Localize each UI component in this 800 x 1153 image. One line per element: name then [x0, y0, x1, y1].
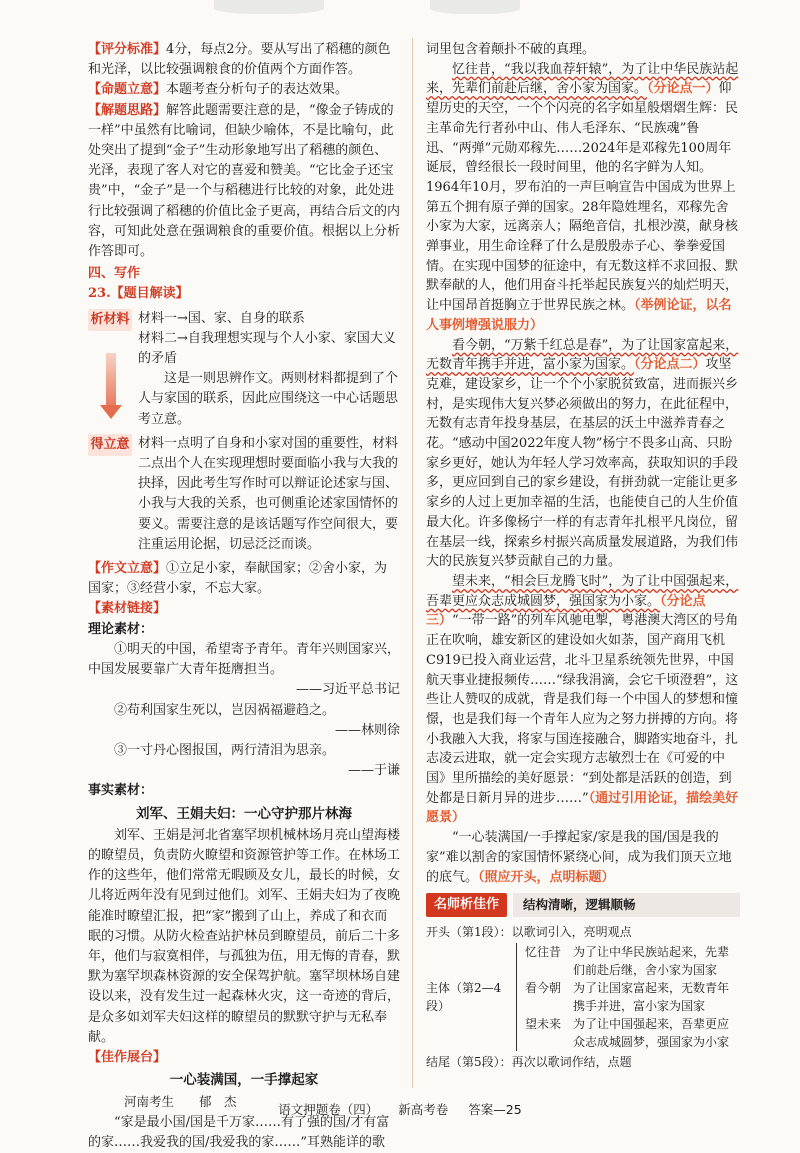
outline-body-label: 主体（第2—4段）	[426, 980, 502, 1013]
material-link: 【素材链接】	[88, 601, 167, 617]
quote: ②苟利国家生死以，岂因祸福避趋之。 ——林则徐	[114, 702, 400, 738]
section-writing: 四、写作	[88, 266, 141, 282]
story-text: 刘军、王娟是河北省塞罕坝机械林场月亮山望海楼的瞭望员，负责防火瞭望和资源管护等工作。在林场工作的这些年，他们常常无暇顾及女儿，最长的时候，女儿将近两年没有见到过他们。刘军、王娟夫妇为了夜晚能准时瞭望汇报，把“家”搬到了山上，养成了和衣而眠的习惯。从防火检查站护林员到瞭望员，前后二十多年，他们与寂寞相伴，与孤独为伍，用无悔的青春，默默为塞罕坝森林资源的安全保驾护航。塞罕坝林场自建设以来，没有发生过一起森林火灾，这一奇迹的背后，是众多如刘军夫妇这样的瞭望员的默默守护与无私奉献。	[88, 827, 401, 1045]
footer-edition: 新高考卷	[398, 1102, 449, 1117]
get-intent-label: 得立意	[88, 434, 132, 456]
showcase: 【佳作展台】	[88, 1049, 167, 1065]
essay-intent: 【作文立意】①立足小家，奉献国家；②舍小家，为国家；③经营小家，不忘大家。	[88, 561, 388, 597]
essay-paragraph: “一心装满国/一手撑起家/家是我的国/国是我的家”难以割舍的家国情怀紧绕心间，成为我们顶天立地的底气。（照应开头，点明标题）	[426, 830, 732, 885]
material-line: 材料一→国、家、自身的联系	[138, 310, 305, 326]
analyze-material-label: 析材料	[88, 309, 132, 331]
teacher-badge: 名师析佳作	[426, 893, 507, 917]
quote: ③一寸丹心图报国，两行清泪为思亲。 ——于谦	[114, 742, 400, 779]
outline-item: 看今朝 为了让国家富起来，无数青年携手并进，富小家为国家	[525, 980, 730, 1013]
theory-label: 理论素材：	[88, 621, 154, 637]
outline-item: 望未来 为了让中国强起来，吾辈更应众志成城圆梦，强国家为小家	[525, 1016, 730, 1049]
footer-title: 语文押题卷（四）	[278, 1102, 379, 1117]
essay-paragraph: 看今朝，“万紫千红总是春”，为了让国家富起来，无数青年携手并进，富小家为国家。（分论点二）攻坚克难，建设家乡，让一个个小家脱贫致富，进而振兴乡村，是实现伟大复兴梦必须做出的努力，在此征程中，无数有志青年投身基层，在基层的沃土中滋养青春之花。“感动中国2022年度人物”杨宁不畏多山高、只盼家乡更好，她认为年轻人学习效率高，获取知识的手段多，更应回到自己的家乡建设，有拼劲就一定能让更多家乡的人过上更加幸福的生活，也能使自己的人生价值最大化。许多像杨宁一样的有志青年扎根平凡岗位，留在基层一线，探索乡村振兴高质量发展道路，为我们伟大的民族复兴梦贡献自己的力量。	[426, 337, 739, 570]
column-divider	[412, 38, 413, 1088]
question-23-header: 23.【题目解读】	[88, 286, 189, 302]
scan-smudge	[0, 0, 800, 22]
intent: 【命题立意】本题考查分析句子的表达效果。	[88, 82, 349, 98]
essay-paragraph: 望未来，“相会巨龙腾飞时”，为了让中国强起来，吾辈更应众志成城圆梦，强国家为小家。（分论点三）“一带一路”的列车风驰电掣，粤港澳大湾区的号角正在吹响，雄安新区的建设如火如荼，国产商用飞机C919已投入商业运营，北斗卫星系统领先世界，中国航天事业捷报频传……“绿我涓滴，会它千顷澄碧”，这些让人赞叹的成就，背是我们每一个中国人的梦想和憧憬，也是我们每一个青年人应为之努力拼搏的方向。将小我融入大我，将家与国连接融合，脚踏实地奋斗，扎志凌云进取，就一定会实现方志敏烈士在《可爱的中国》里所描绘的美好愿景：“到处都是活跃的创造，到处都是日新月异的进步……”（通过引用论证，描绘美好愿景）	[426, 573, 739, 826]
scoring-standard: 【评分标准】4分，每点2分。要从写出了稻穗的颜色和光泽，以比较强调粮食的价值两个方面作答。	[88, 42, 391, 78]
essay-title: 一心装满国，一手撑起家	[169, 1072, 319, 1089]
fact-label: 事实素材：	[88, 783, 154, 799]
left-column	[88, 40, 400, 1153]
get-intent-text: 材料一点明了自身和小家对国的重要性，材料二点出个人在实现理想时要面临小我与大我的抉择，因此考生写作时可以辩证论述家与国、小我与大我的关系，也可侧重论述家国情怀的要义。需要注意的是该话题写作空间很大，要注重运用论据，切忌泛泛而谈。	[138, 435, 399, 552]
essay-paragraph: 词里包含着颠扑不破的真理。	[426, 42, 596, 57]
essay-paragraph: “家是最小国/国是千万家……有了强的国/才有富的家……我爱我的国/我爱我的家……”耳熟能详的歌	[88, 1114, 390, 1150]
material-line: 材料二→自我理想实现与个人小家、家国大义的矛盾	[138, 330, 396, 367]
teacher-analysis	[426, 893, 740, 1071]
quote: ①明天的中国，希望寄予青年。青年兴则国家兴，中国发展要靠广大青年挺膺担当。 ——习近平总书记	[88, 641, 401, 698]
right-column	[426, 40, 740, 1071]
down-arrow-icon	[104, 353, 118, 419]
outline-item: 忆往昔 为了让中华民族站起来，先辈们前赴后继，舍小家为国家	[525, 944, 730, 977]
page-footer	[0, 1100, 800, 1118]
essay-paragraph: 忆往昔，“我以我血荐轩辕”，为了让中华民族站起来，先辈们前赴后继，舍小家为国家。（分论点一）仰望历史的天空，一个个闪亮的名字如星般熠熠生辉：民主革命先行者孙中山、伟人毛泽东、“民族魂”鲁迅、“两弹”元勋邓稼先……2024年是邓稼先100周年诞辰，曾经很长一段时间里，他的名字鲜为人知。1964年10月，罗布泊的一声巨响宣告中国成为世界上第五个拥有原子弹的国家。28年隐姓埋名，邓稼先舍小家为大家，远离亲人；隔绝音信，扎根沙漠，献身核弹事业，用生命诠释了什么是殷殷赤子心、拳拳爱国情。在实现中国梦的征途中，有无数这样不求回报、默默奉献的人，他们用奋斗托举起民族复兴的灿烂明天，让中国昂首挺胸立于世界民族之林。（举例论证，以名人事例增强说服力）	[426, 61, 739, 333]
material-line: 这是一则思辨作文。两则材料都提到了个人与家国的联系，因此应围绕这一中心话题思考立意。	[138, 371, 399, 427]
teacher-subtitle: 结构清晰，逻辑顺畅	[513, 893, 740, 917]
get-intent	[88, 434, 400, 555]
footer-page: 答案—25	[468, 1102, 522, 1117]
essay-author: 河南考生 郁 杰	[124, 1094, 237, 1110]
solution-idea: 【解题思路】解答此题需要注意的是，“像金子铸成的一样”中虽然有比喻词，但缺少喻体，不是比喻句，此处突出了提到“金子”生动形象地写出了稻穗的颜色、光泽，表现了客人对它的喜爱和赞美。“它比金子还宝贵”中，“金子”是一个与稻穗进行比较的对象，此处进行比较强调了稻穗的价值比金子更高，再结合后文的内容，可知此处意在强调粮食的重要价值。根据以上分析作答即可。	[88, 102, 401, 260]
outline-head: 开头（第1段）：以歌词引入，亮明观点	[426, 924, 632, 939]
analyze-material	[88, 309, 400, 430]
outline-tail: 结尾（第5段）：再次以歌词作结，点题	[426, 1054, 632, 1069]
story-title: 刘军、王娟夫妇：一心守护那片林海	[136, 805, 352, 822]
structure-outline	[426, 923, 740, 1071]
